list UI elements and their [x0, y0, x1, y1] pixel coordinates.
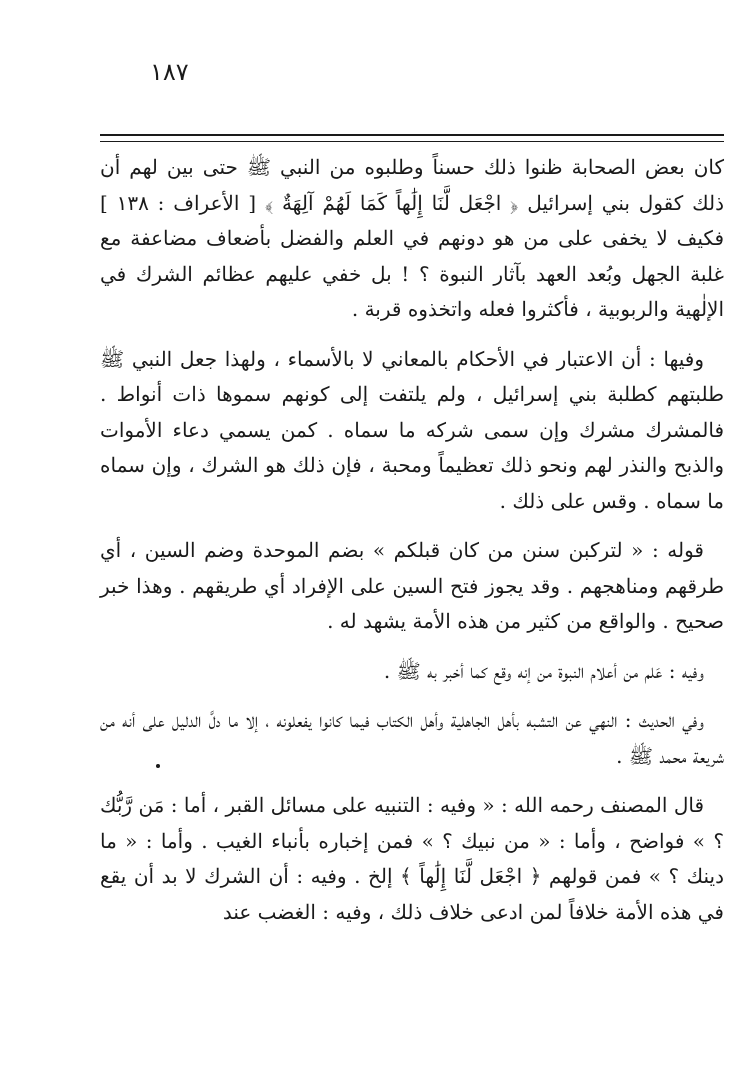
page-number: ١٨٧: [150, 58, 189, 86]
paragraph-5: وفي الحديث : النهي عن التشبه بأهل الجاهلية وأهل الكتاب فيما كانوا يفعلونه ، إلا ما دلَّ الدليل على أنه من شريعة محمد ﷺ .: [100, 708, 724, 768]
page-body: [100, 150, 724, 930]
ink-dot-mark: [156, 764, 160, 768]
paragraph-1: كان بعض الصحابة ظنوا ذلك حسناً وطلبوه من النبي ﷺ حتى بين لهم أن ذلك كقول بني إسرائيل ﴿ اجْعَل لَّنَا إِلَٰهاً كَمَا لَهُمْ آلِهَةٌ ﴾ [ الأعراف : ١٣٨ ] فكيف لا يخفى على من هو دونهم في العلم والفضل بأضعاف مضاعفة مع غلبة الجهل وبُعد العهد بآثار النبوة ؟ ! بل خفي عليهم عظائم الشرك في الإلٰهية والربوبية ، فأكثروا فعله واتخذوه قربة .: [100, 155, 724, 321]
paragraph-2: وفيها : أن الاعتبار في الأحكام بالمعاني لا بالأسماء ، ولهذا جعل النبي ﷺ طلبتهم كطلبة بني إسرائيل ، ولم يلتفت إلى كونهم سموها ذات أنواط . فالمشرك مشرك وإن سمى شركه ما سماه . كمن يسمي دعاء الأموات والذبح والنذر لهم ونحو ذلك تعظيماً ومحبة ، فإن ذلك هو الشرك ، وإن سماه ما سماه . وقس على ذلك .: [100, 346, 724, 513]
paragraph-6: قال المصنف رحمه الله : « وفيه : التنبيه على مسائل القبر ، أما : مَن رَّبُّك ؟ » فواضح ، وأما : « من نبيك ؟ » فمن إخباره بأنباء الغيب . وأما : « ما دينك ؟ » فمن قولهم ﴿ اجْعَل لَّنَا إِلَٰهاً ﴾ إلخ . وفيه : أن الشرك لا بد أن يقع في هذه الأمة خلافاً لمن ادعى خلاف ذلك ، وفيه : الغضب عند: [100, 793, 724, 924]
paragraph-3: قوله : « لتركبن سنن من كان قبلكم » بضم الموحدة وضم السين ، أي طرقهم ومناهجهم . وقد يجوز فتح السين على الإفراد أي طريقهم . وهذا خبر صحيح . والواقع من كثير من هذه الأمة يشهد له .: [100, 538, 724, 633]
paragraph-4: وفيه : عَلم من أعلام النبوة من إنه وقع كما أخبر به ﷺ .: [383, 658, 704, 683]
header-rule-thick: [100, 134, 724, 136]
header-rule-thin: [100, 141, 724, 142]
